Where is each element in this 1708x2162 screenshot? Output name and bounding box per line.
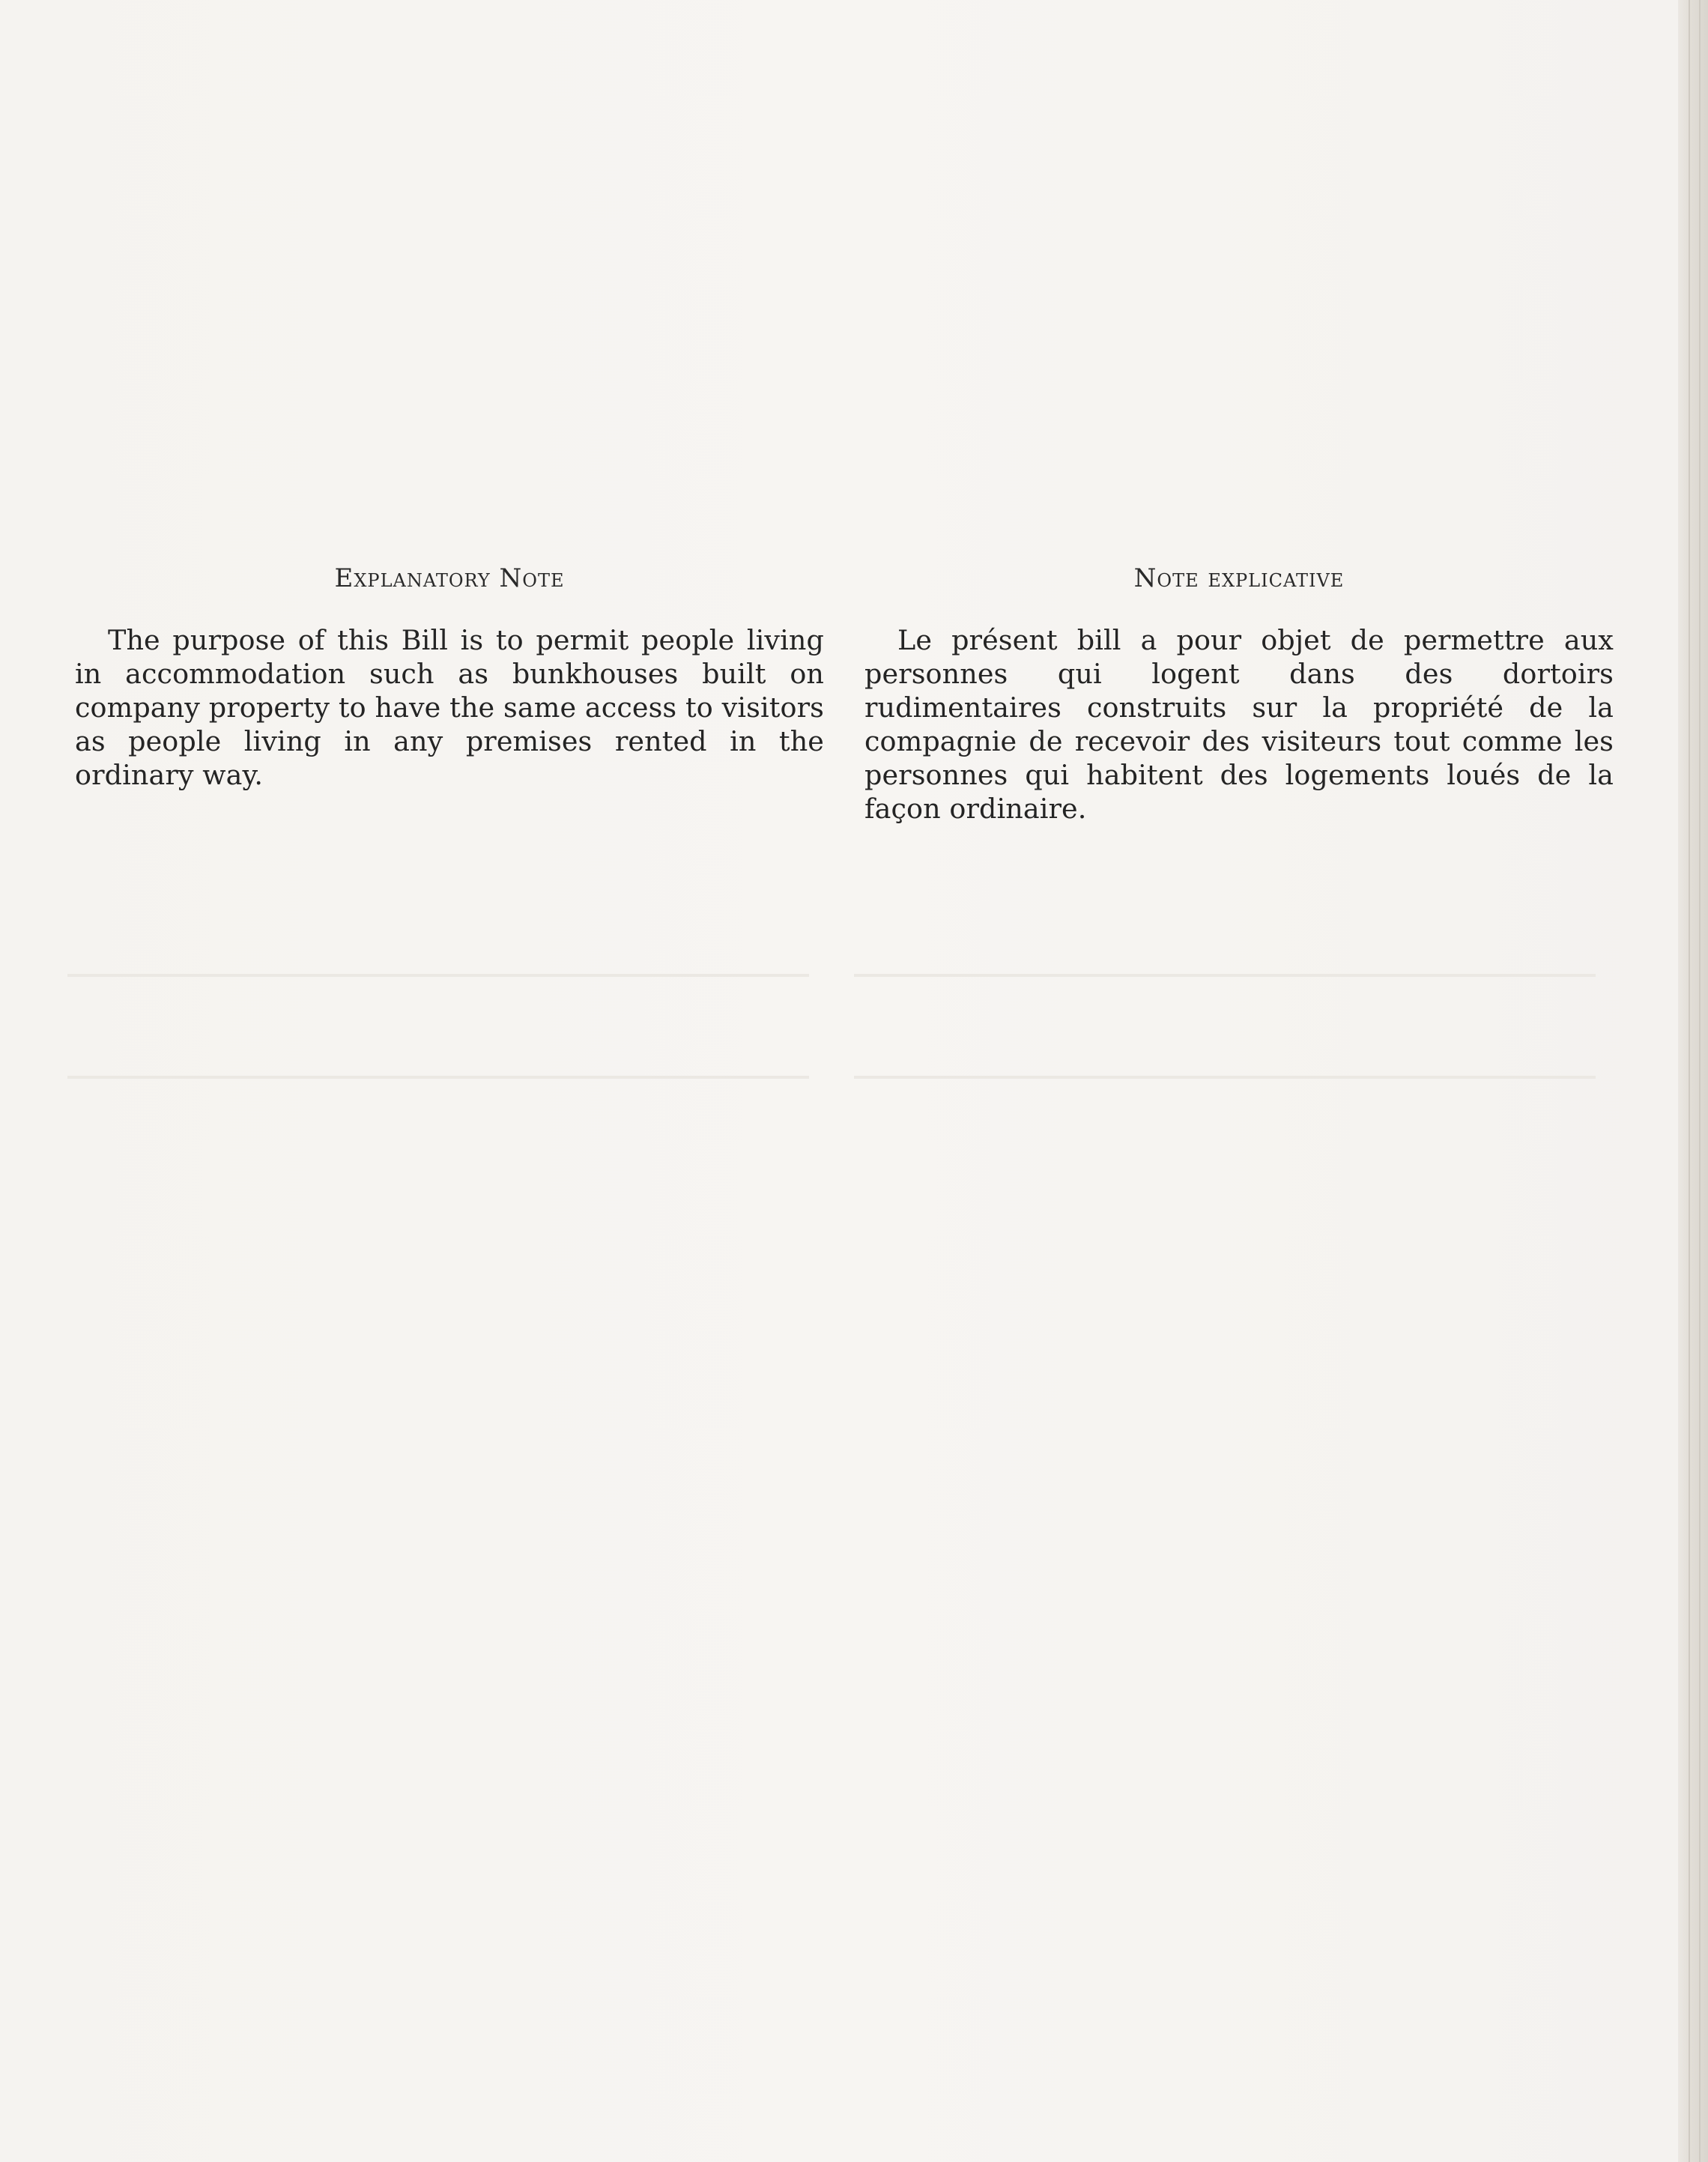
show-through-rule bbox=[854, 974, 1596, 977]
page-edge-shadow bbox=[1678, 0, 1708, 2162]
explanatory-note-heading: Explanatory Note bbox=[334, 563, 565, 593]
show-through-rule bbox=[67, 974, 809, 977]
french-note-column bbox=[864, 563, 1614, 826]
english-note-column bbox=[75, 563, 824, 792]
explanatory-note-body: The purpose of this Bill is to permit people living in accommodation such as bunkhouses built on company property to have the same access to visitors as people living in any premises rented in the ordinary way. bbox=[75, 624, 824, 791]
note-explicative-heading: Note explicative bbox=[1133, 563, 1345, 593]
show-through-rule bbox=[854, 1076, 1596, 1079]
show-through-rule bbox=[67, 1076, 809, 1079]
note-explicative-body: Le présent bill a pour objet de permettre aux personnes qui logent dans des dortoirs rudimentaires construits sur la propriété de la compagnie de recevoir des visiteurs tout comme les personnes qui habitent des logements loués de la façon ordinaire. bbox=[864, 624, 1614, 825]
